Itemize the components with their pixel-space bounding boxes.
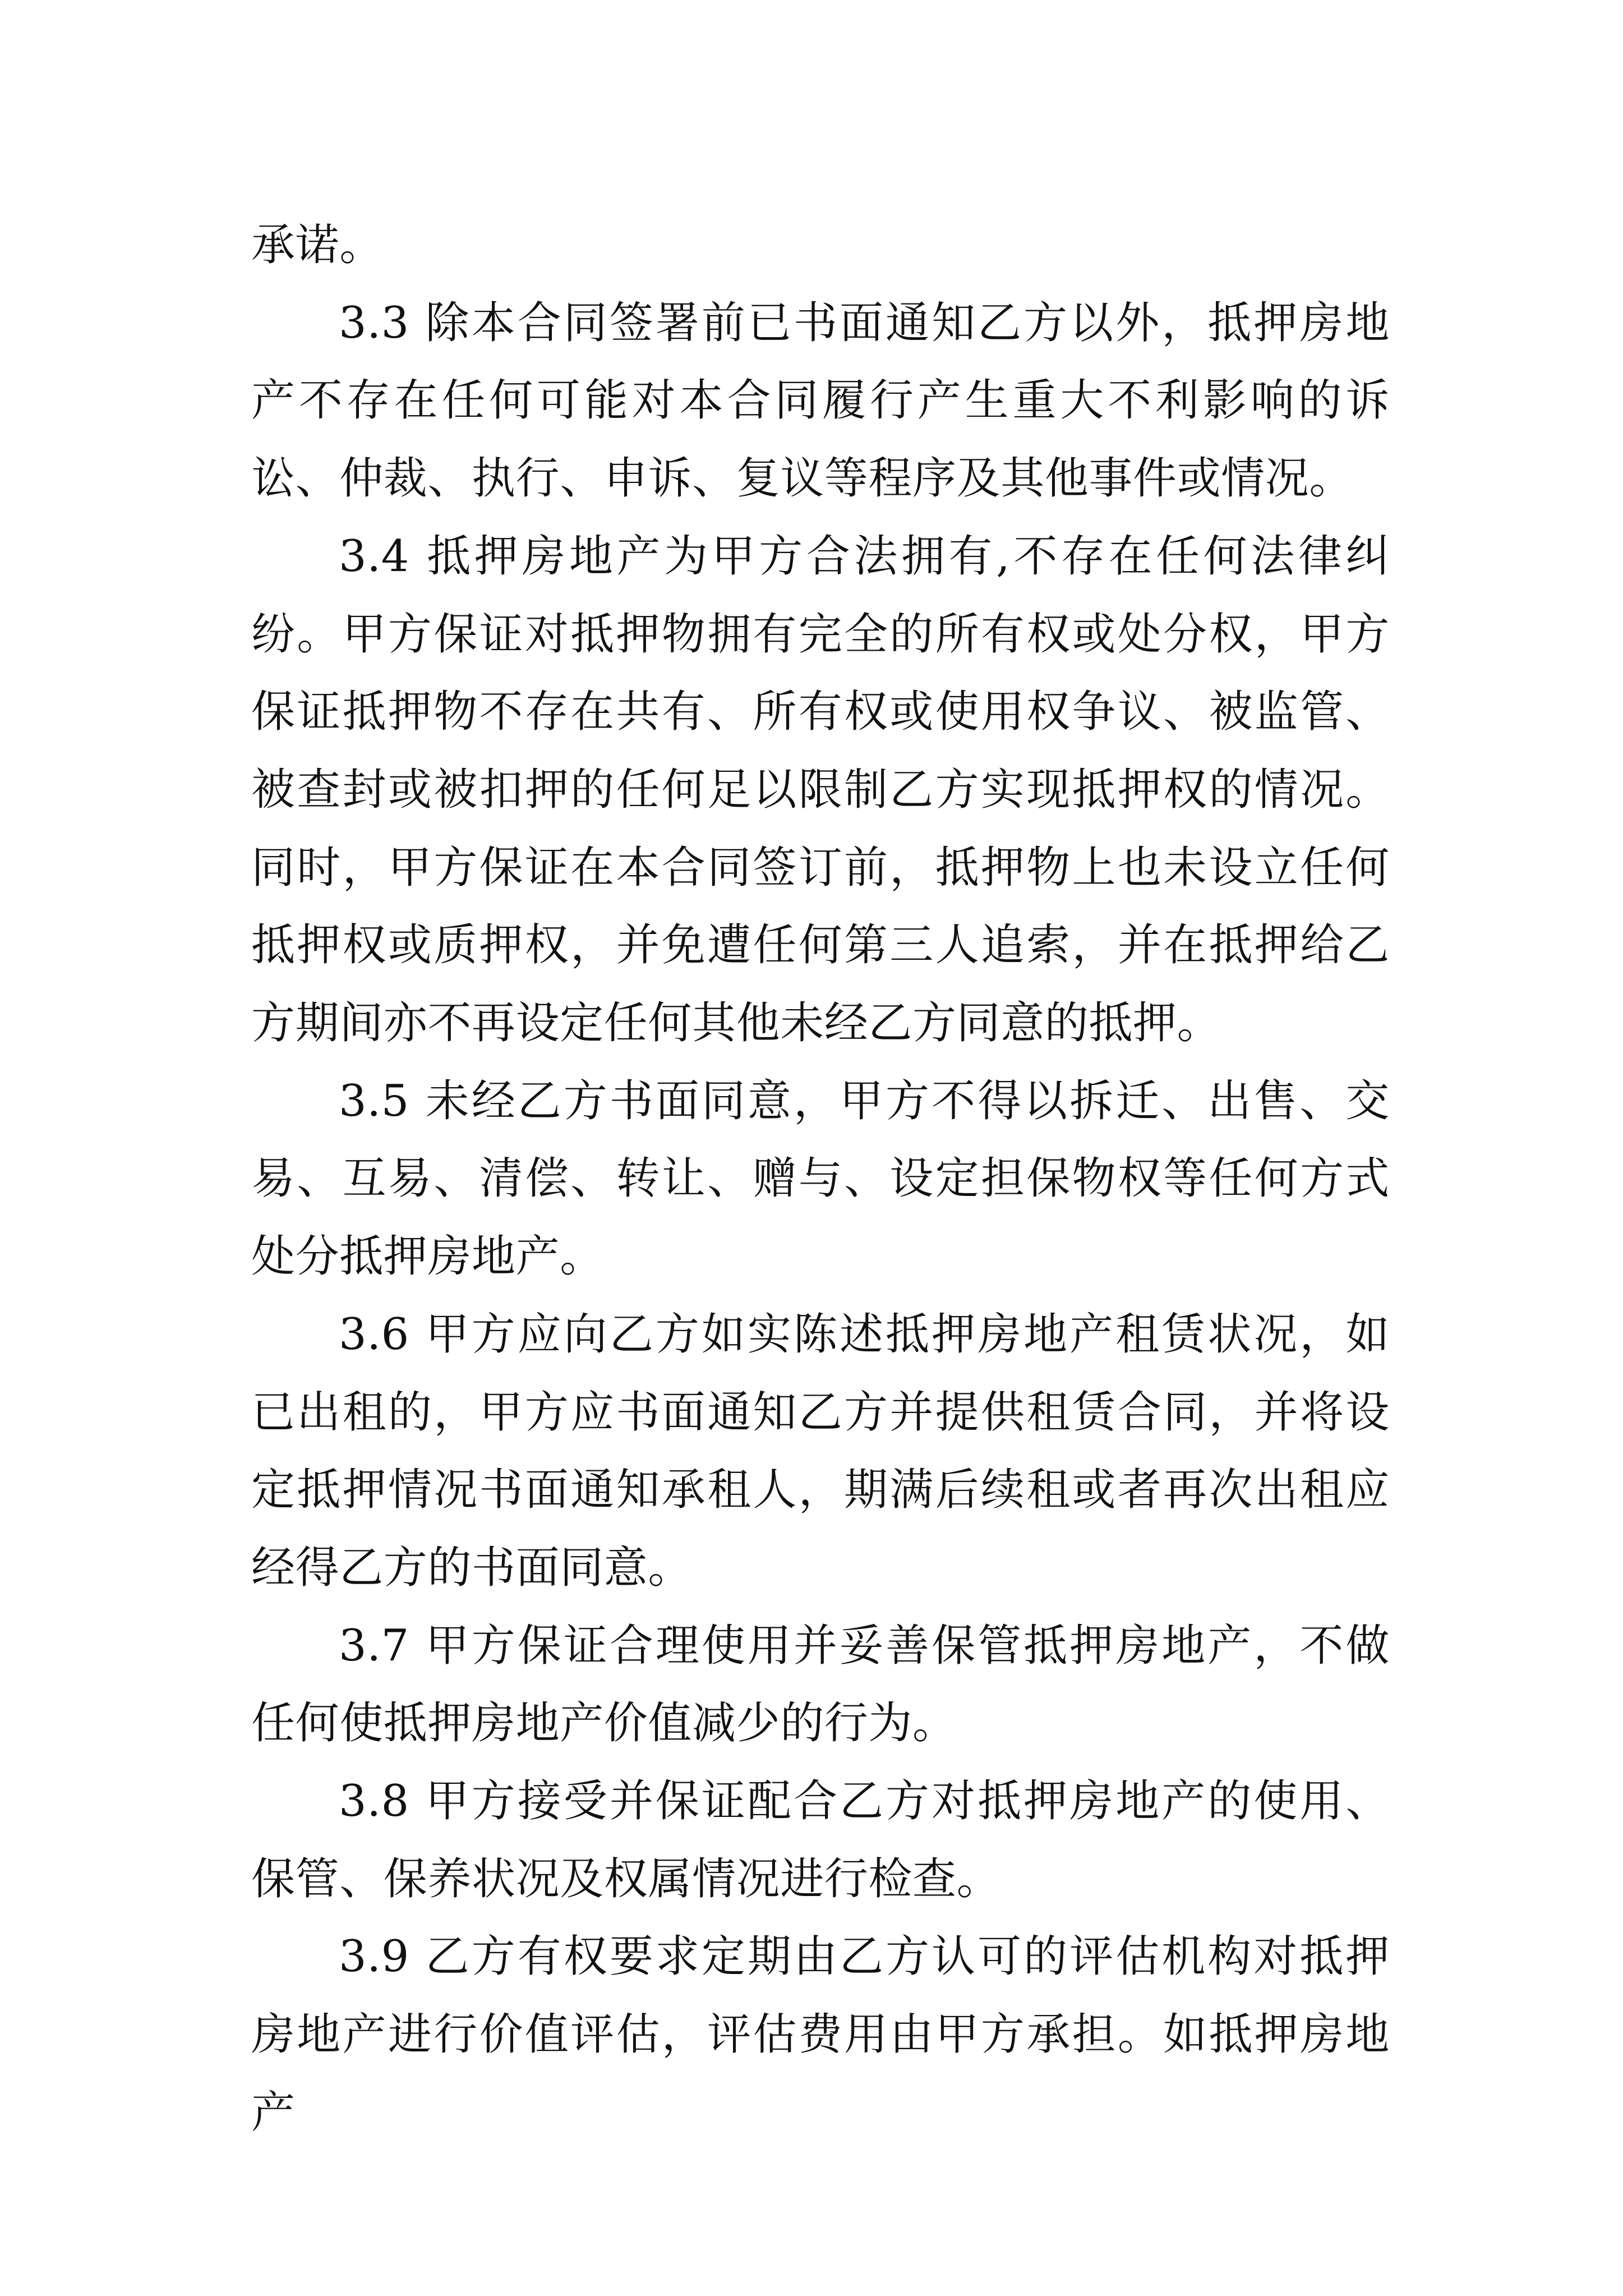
paragraph-continuation: 承诺。 — [251, 220, 384, 270]
clause-3-5: 3.5 未经乙方书面同意，甲方不得以拆迁、出售、交易、互易、清偿、转让、赠与、设定担保物权等任何方式处分抵押房地产。 — [251, 1075, 1390, 1282]
clause-3-3: 3.3 除本合同签署前已书面通知乙方以外，抵押房地产不存在任何可能对本合同履行产生重大不利影响的诉讼、仲裁、执行、申诉、复议等程序及其他事件或情况。 — [251, 297, 1390, 504]
contract-text — [251, 206, 1390, 2152]
clause-3-4: 3.4 抵押房地产为甲方合法拥有,不存在任何法律纠纷。甲方保证对抵押物拥有完全的所有权或处分权，甲方保证抵押物不存在共有、所有权或使用权争议、被监管、被查封或被扣押的任何足以限制乙方实现抵押权的情况。同时，甲方保证在本合同签订前，抵押物上也未设立任何抵押权或质押权，并免遭任何第三人追索，并在抵押给乙方期间亦不再设定任何其他未经乙方同意的抵押。 — [251, 531, 1390, 1049]
clause-3-6: 3.6 甲方应向乙方如实陈述抵押房地产租赁状况，如已出租的，甲方应书面通知乙方并提供租赁合同，并将设定抵押情况书面通知承租人，期满后续租或者再次出租应经得乙方的书面同意。 — [251, 1309, 1390, 1593]
clause-3-7: 3.7 甲方保证合理使用并妥善保管抵押房地产，不做任何使抵押房地产价值减少的行为。 — [251, 1620, 1390, 1749]
clause-3-9: 3.9 乙方有权要求定期由乙方认可的评估机构对抵押房地产进行价值评估，评估费用由甲方承担。如抵押房地产 — [251, 1931, 1390, 2138]
clause-3-8: 3.8 甲方接受并保证配合乙方对抵押房地产的使用、保管、保养状况及权属情况进行检查。 — [251, 1776, 1390, 1904]
